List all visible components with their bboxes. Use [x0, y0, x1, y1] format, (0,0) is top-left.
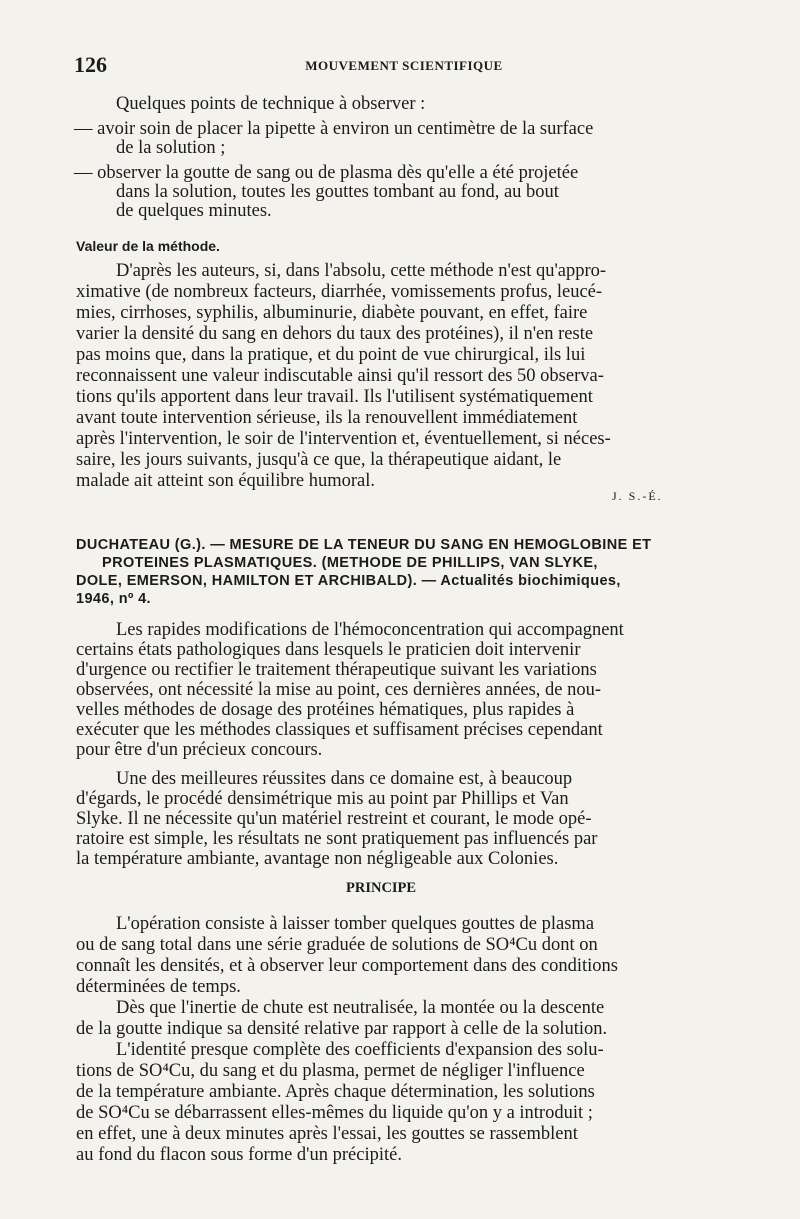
technique-line: de quelques minutes.	[116, 201, 272, 221]
body-line: ratoire est simple, les résultats ne sont pratiquement pas influencés par	[76, 829, 598, 849]
section-heading-principe: PRINCIPE	[346, 880, 417, 896]
principe-line: L'identité presque complète des coefficients d'expansion des solu-	[116, 1040, 604, 1060]
valeur-line: mies, cirrhoses, syphilis, albuminurie, diabète pouvant, en effet, faire	[76, 303, 588, 323]
biblio-line: PROTEINES PLASMATIQUES. (METHODE DE PHILLIPS, VAN SLYKE,	[102, 555, 598, 571]
technique-line: de la solution ;	[116, 138, 226, 158]
page-number: 126	[74, 52, 107, 77]
valeur-line: après l'intervention, le soir de l'intervention et, éventuellement, si néces-	[76, 429, 611, 449]
section-heading-valeur: Valeur de la méthode.	[76, 238, 220, 254]
body-line: Les rapides modifications de l'hémoconcentration qui accompagnent	[116, 620, 624, 640]
valeur-line: reconnaissent une valeur indiscutable ainsi qu'il ressort des 50 observa-	[76, 366, 604, 386]
valeur-line: avant toute intervention sérieuse, ils la renouvellent immédiatement	[76, 408, 578, 428]
technique-line: — observer la goutte de sang ou de plasma dès qu'elle a été projetée	[74, 163, 579, 183]
principe-line: de SO⁴Cu se débarrassent elles-mêmes du liquide qu'on y a introduit ;	[76, 1103, 593, 1123]
valeur-line: malade ait atteint son équilibre humoral.	[76, 471, 375, 491]
technique-intro: Quelques points de technique à observer :	[116, 94, 426, 114]
body-line: exécuter que les méthodes classiques et suffisament précises cependant	[76, 720, 603, 740]
biblio-line: 1946, nº 4.	[76, 591, 151, 607]
principe-line: déterminées de temps.	[76, 977, 241, 997]
technique-line: dans la solution, toutes les gouttes tombant au fond, au bout	[116, 182, 559, 202]
body-line: pour être d'un précieux concours.	[76, 740, 323, 760]
body-line: velles méthodes de dosage des protéines hématiques, plus rapides à	[76, 700, 575, 720]
body-line: la température ambiante, avantage non négligeable aux Colonies.	[76, 849, 559, 869]
principe-line: connaît les densités, et à observer leur comportement dans des conditions	[76, 956, 619, 976]
body-line: Slyke. Il ne nécessite qu'un matériel restreint et courant, le mode opé-	[76, 809, 592, 829]
biblio-line: DUCHATEAU (G.). — MESURE DE LA TENEUR DU SANG EN HEMOGLOBINE ET	[76, 537, 652, 553]
technique-line: — avoir soin de placer la pipette à environ un centimètre de la surface	[74, 119, 594, 139]
principe-line: L'opération consiste à laisser tomber quelques gouttes de plasma	[116, 914, 595, 934]
body-line: d'urgence ou rectifier le traitement thérapeutique suivant les variations	[76, 660, 597, 680]
principe-line: ou de sang total dans une série graduée de solutions de SO⁴Cu dont on	[76, 935, 598, 955]
valeur-line: ximative (de nombreux facteurs, diarrhée, vomissements profus, leucé-	[76, 282, 603, 302]
author-signature: J. S.-É.	[612, 489, 663, 503]
valeur-line: saire, les jours suivants, jusqu'à ce que, la thérapeutique aidant, le	[76, 450, 562, 470]
body-line: observées, ont nécessité la mise au point, ces dernières années, de nou-	[76, 680, 602, 700]
principe-line: en effet, une à deux minutes après l'essai, les gouttes se rassemblent	[76, 1124, 578, 1144]
page-header	[74, 52, 734, 78]
valeur-line: tions qu'ils apportent dans leur travail. Ils l'utilisent systématiquement	[76, 387, 593, 407]
principe-line: de la température ambiante. Après chaque détermination, les solutions	[76, 1082, 595, 1102]
valeur-line: varier la densité du sang en dehors du taux des protéines), il n'en reste	[76, 324, 594, 344]
principe-line: au fond du flacon sous forme d'un précipité.	[76, 1145, 402, 1165]
principe-line: de la goutte indique sa densité relative par rapport à celle de la solution.	[76, 1019, 608, 1039]
running-head: MOUVEMENT SCIENTIFIQUE	[305, 58, 503, 73]
valeur-line: D'après les auteurs, si, dans l'absolu, cette méthode n'est qu'appro-	[116, 261, 607, 281]
body-line: d'égards, le procédé densimétrique mis au point par Phillips et Van	[76, 789, 569, 809]
biblio-line: DOLE, EMERSON, HAMILTON ET ARCHIBALD). — Actualités biochimiques,	[76, 573, 621, 589]
principe-line: tions de SO⁴Cu, du sang et du plasma, permet de négliger l'influence	[76, 1061, 585, 1081]
body-line: Une des meilleures réussites dans ce domaine est, à beaucoup	[116, 769, 573, 789]
principe-line: Dès que l'inertie de chute est neutralisée, la montée ou la descente	[116, 998, 605, 1018]
body-line: certains états pathologiques dans lesquels le praticien doit intervenir	[76, 640, 581, 660]
valeur-line: pas moins que, dans la pratique, et du point de vue chirurgical, ils lui	[76, 345, 586, 365]
